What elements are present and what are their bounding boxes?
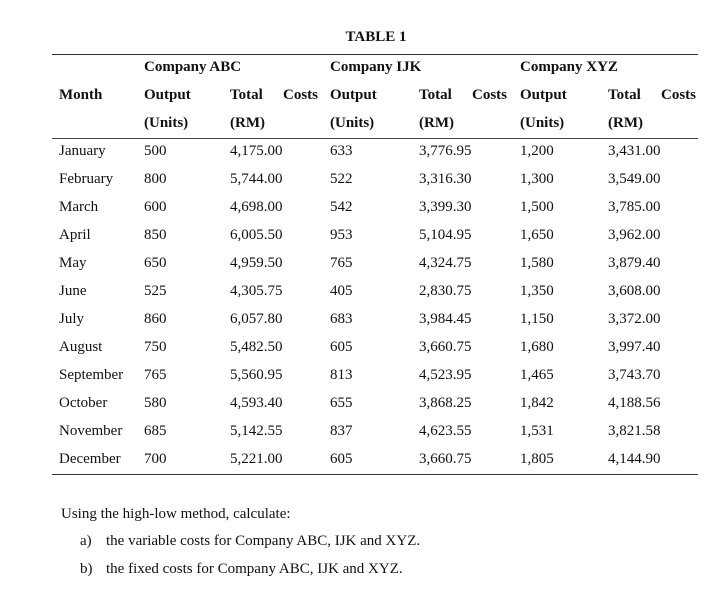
- ijk-costs-cell: 3,660.75: [419, 339, 472, 355]
- ijk-costs-cell: 3,868.25: [419, 395, 472, 411]
- abc-output-cell: 685: [144, 423, 167, 439]
- xyz-output-cell: 1,580: [520, 255, 554, 271]
- ijk-output-cell: 522: [330, 171, 353, 187]
- xyz-costs-header: [608, 86, 696, 104]
- ijk-output-cell: 953: [330, 227, 353, 243]
- question-item-letter: a): [80, 533, 92, 549]
- question-item-text: the fixed costs for Company ABC, IJK and XYZ.: [106, 561, 403, 577]
- abc-output-cell: 580: [144, 395, 167, 411]
- ijk-costs-cell: 2,830.75: [419, 283, 472, 299]
- abc-output-cell: 800: [144, 171, 167, 187]
- ijk-output-cell: 542: [330, 199, 353, 215]
- month-cell: November: [59, 423, 123, 439]
- month-cell: June: [59, 283, 87, 299]
- abc-output-cell: 750: [144, 339, 167, 355]
- month-cell: February: [59, 171, 114, 187]
- xyz-costs-cell: 3,743.70: [608, 367, 661, 383]
- month-cell: July: [59, 311, 85, 327]
- abc-costs-cell: 5,482.50: [230, 339, 283, 355]
- xyz-costs-cell: 3,879.40: [608, 255, 661, 271]
- month-cell: August: [59, 339, 103, 355]
- xyz-costs-cell: 3,549.00: [608, 171, 661, 187]
- xyz-costs-cell: 3,962.00: [608, 227, 661, 243]
- question-item-text: the variable costs for Company ABC, IJK and XYZ.: [106, 533, 421, 549]
- xyz-output-cell: 1,650: [520, 227, 554, 243]
- xyz-costs-cell: 3,821.58: [608, 423, 661, 439]
- table-top-rule: [52, 54, 698, 55]
- ijk-output-cell: 655: [330, 395, 353, 411]
- xyz-costs-cell: 3,785.00: [608, 199, 661, 215]
- ijk-output-cell: 633: [330, 143, 353, 159]
- month-cell: March: [59, 199, 99, 215]
- xyz-output-cell: 1,805: [520, 451, 554, 467]
- abc-costs-header-word2: Costs: [282, 87, 318, 103]
- abc-costs-cell: 4,698.00: [230, 199, 283, 215]
- xyz-costs-header-word1: Total: [608, 87, 641, 103]
- abc-costs-cell: 4,175.00: [230, 143, 283, 159]
- month-cell: October: [59, 395, 108, 411]
- company-xyz-header: Company XYZ: [520, 59, 618, 75]
- ijk-output-cell: 837: [330, 423, 353, 439]
- xyz-costs-header-word2: Costs: [660, 87, 696, 103]
- abc-costs-cell: 4,959.50: [230, 255, 283, 271]
- xyz-output-cell: 1,350: [520, 283, 554, 299]
- ijk-costs-cell: 4,324.75: [419, 255, 472, 271]
- month-cell: September: [59, 367, 124, 383]
- month-cell: May: [59, 255, 87, 271]
- table-header-rule: [52, 138, 698, 139]
- abc-output-cell: 860: [144, 311, 167, 327]
- month-column-header: Month: [59, 87, 103, 103]
- abc-output-header: Output: [144, 87, 191, 103]
- xyz-output-cell: 1,680: [520, 339, 554, 355]
- xyz-output-cell: 1,500: [520, 199, 554, 215]
- abc-output-cell: 700: [144, 451, 167, 467]
- xyz-costs-cell: 3,372.00: [608, 311, 661, 327]
- abc-costs-cell: 6,057.80: [230, 311, 283, 327]
- xyz-output-cell: 1,531: [520, 423, 554, 439]
- xyz-output-cell: 1,842: [520, 395, 554, 411]
- ijk-output-cell: 605: [330, 339, 353, 355]
- abc-output-cell: 650: [144, 255, 167, 271]
- xyz-output-units: (Units): [520, 115, 565, 131]
- ijk-costs-cell: 3,984.45: [419, 311, 472, 327]
- company-abc-header: Company ABC: [144, 59, 242, 75]
- month-cell: April: [59, 227, 91, 243]
- ijk-costs-cell: 4,523.95: [419, 367, 472, 383]
- xyz-output-cell: 1,465: [520, 367, 554, 383]
- abc-output-cell: 525: [144, 283, 167, 299]
- ijk-costs-header: [419, 86, 507, 104]
- ijk-costs-cell: 4,623.55: [419, 423, 472, 439]
- ijk-costs-cell: 3,316.30: [419, 171, 472, 187]
- xyz-output-cell: 1,300: [520, 171, 554, 187]
- abc-costs-header: [230, 86, 318, 104]
- abc-costs-cell: 6,005.50: [230, 227, 283, 243]
- abc-costs-cell: 4,305.75: [230, 283, 283, 299]
- xyz-output-cell: 1,200: [520, 143, 554, 159]
- ijk-costs-cell: 3,776.95: [419, 143, 472, 159]
- ijk-costs-header-word2: Costs: [471, 87, 507, 103]
- question-prompt: Using the high-low method, calculate:: [61, 506, 291, 522]
- abc-output-cell: 500: [144, 143, 167, 159]
- xyz-costs-cell: 4,144.90: [608, 451, 661, 467]
- abc-costs-cell: 5,560.95: [230, 367, 283, 383]
- abc-costs-cell: 5,142.55: [230, 423, 283, 439]
- xyz-costs-cell: 3,997.40: [608, 339, 661, 355]
- table-bottom-rule: [52, 474, 698, 475]
- ijk-output-cell: 765: [330, 255, 353, 271]
- ijk-output-units: (Units): [330, 115, 375, 131]
- question-item-b: [80, 560, 403, 578]
- ijk-costs-units: (RM): [419, 115, 454, 131]
- company-ijk-header: Company IJK: [330, 59, 422, 75]
- abc-costs-cell: 5,744.00: [230, 171, 283, 187]
- abc-output-cell: 600: [144, 199, 167, 215]
- ijk-output-cell: 683: [330, 311, 353, 327]
- xyz-costs-units: (RM): [608, 115, 643, 131]
- ijk-costs-cell: 3,399.30: [419, 199, 472, 215]
- abc-output-cell: 765: [144, 367, 167, 383]
- question-item-a: [80, 532, 420, 550]
- month-cell: January: [59, 143, 106, 159]
- ijk-costs-cell: 3,660.75: [419, 451, 472, 467]
- abc-costs-cell: 5,221.00: [230, 451, 283, 467]
- month-cell: December: [59, 451, 121, 467]
- abc-costs-cell: 4,593.40: [230, 395, 283, 411]
- ijk-output-cell: 405: [330, 283, 353, 299]
- ijk-output-cell: 813: [330, 367, 353, 383]
- xyz-output-cell: 1,150: [520, 311, 554, 327]
- abc-costs-units: (RM): [230, 115, 265, 131]
- xyz-costs-cell: 3,431.00: [608, 143, 661, 159]
- ijk-output-header: Output: [330, 87, 377, 103]
- ijk-costs-cell: 5,104.95: [419, 227, 472, 243]
- xyz-costs-cell: 4,188.56: [608, 395, 661, 411]
- ijk-costs-header-word1: Total: [419, 87, 452, 103]
- abc-costs-header-word1: Total: [230, 87, 263, 103]
- abc-output-cell: 850: [144, 227, 167, 243]
- xyz-output-header: Output: [520, 87, 567, 103]
- table-title: TABLE 1: [345, 29, 407, 45]
- xyz-costs-cell: 3,608.00: [608, 283, 661, 299]
- question-item-letter: b): [80, 561, 93, 577]
- abc-output-units: (Units): [144, 115, 189, 131]
- ijk-output-cell: 605: [330, 451, 353, 467]
